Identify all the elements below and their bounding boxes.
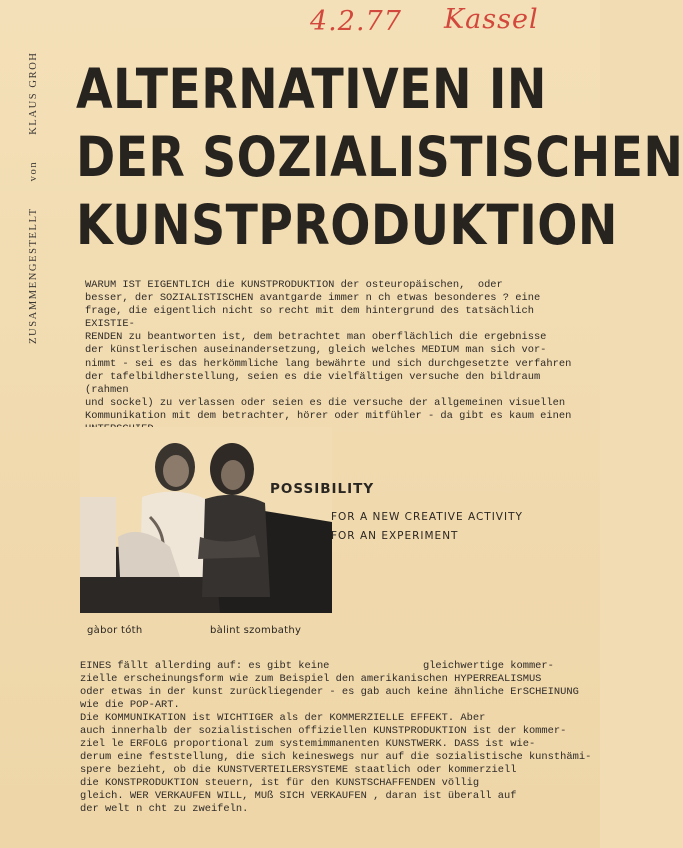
vertical-credit xyxy=(28,14,48,344)
caption-gabor-toth: gàbor tóth xyxy=(87,625,143,636)
credit-by: von xyxy=(28,160,39,182)
caption-balint-szombathy: bàlint szombathy xyxy=(210,625,302,636)
credit-author: KLAUS GROH xyxy=(28,51,39,135)
tagline-experiment: FOR AN EXPERIMENT xyxy=(331,530,459,542)
credit-compiled: ZUSAMMENGESTELLT xyxy=(28,207,39,344)
artists-photo xyxy=(80,427,332,613)
body-paragraph: EINES fällt allerding auf: es gibt keine gleichwertige kommer- zielle erscheinungsform wie zum Beispiel den amerikanischen HYPERREALISMUS oder etwas in der kunst zurückliegender - es gab auch keine ähnliche ErSCHEINUNG wie die POP-ART. Die KOMMUNIKATION ist WICHTIGER als der KOMMERZIELLE EFFEKT. Aber auch innerhalb der sozialistischen offiziellen KUNSTPRODUKTION ist der kommer- ziel le ERFOLG proportional zum systemimmanenten KUNSTWERK. DASS ist wie- derum eine feststellung, die sich keineswegs nur auf die sozialistische kunsthämi- spere bezieht, ob die KUNSTVERTEILERSYSTEME staatlich oder kommerziell die KONSTPRODUKTION steuern, ist für den KUNSTSCHAFFENDEN völlig gleich. WER VERKAUFEN WILL, MUß SICH VERKAUFEN , daran ist überall auf der welt n cht zu zweifeln. xyxy=(80,660,592,815)
tagline-creative-activity: FOR A NEW CREATIVE ACTIVITY xyxy=(331,511,523,523)
title-line-3: KUNSTPRODUKTION xyxy=(76,193,618,257)
title-line-2: DER SOZIALISTISCHEN xyxy=(76,125,683,189)
handwritten-date: 4.2.77 xyxy=(310,6,402,37)
title-line-1: ALTERNATIVEN IN xyxy=(76,57,547,121)
handwritten-place: Kassel xyxy=(444,4,539,35)
possibility-heading: POSSIBILITY xyxy=(270,481,375,497)
intro-paragraph: WARUM IST EIGENTLICH die KUNSTPRODUKTION der osteuropäischen, oder besser, der SOZIALISTISCHEN avantgarde immer n ch etwas besonderes ? eine frage, die eigentlich nicht so recht mit dem hintergrund des tatsächlich EXISTIE- RENDEN zu beantworten ist, dem betrachtet man oberflächlich die ergebnisse der künstlerischen auseinandersetzung, gleich welches MEDIUM man sich vor- nimmt - sei es das herkömmliche lang bewährte und sich durchgesetzte verfahren der tafelbildherstellung, seien es die vielfältigen versuche den bildraum (rahmen und sockel) zu verlassen oder seien es die versuche der allgemeinen visuellen Kommunikation mit dem betrachter, hörer oder mitfühler - da gibt es kaum einen xyxy=(85,279,572,422)
document-title xyxy=(76,55,683,259)
